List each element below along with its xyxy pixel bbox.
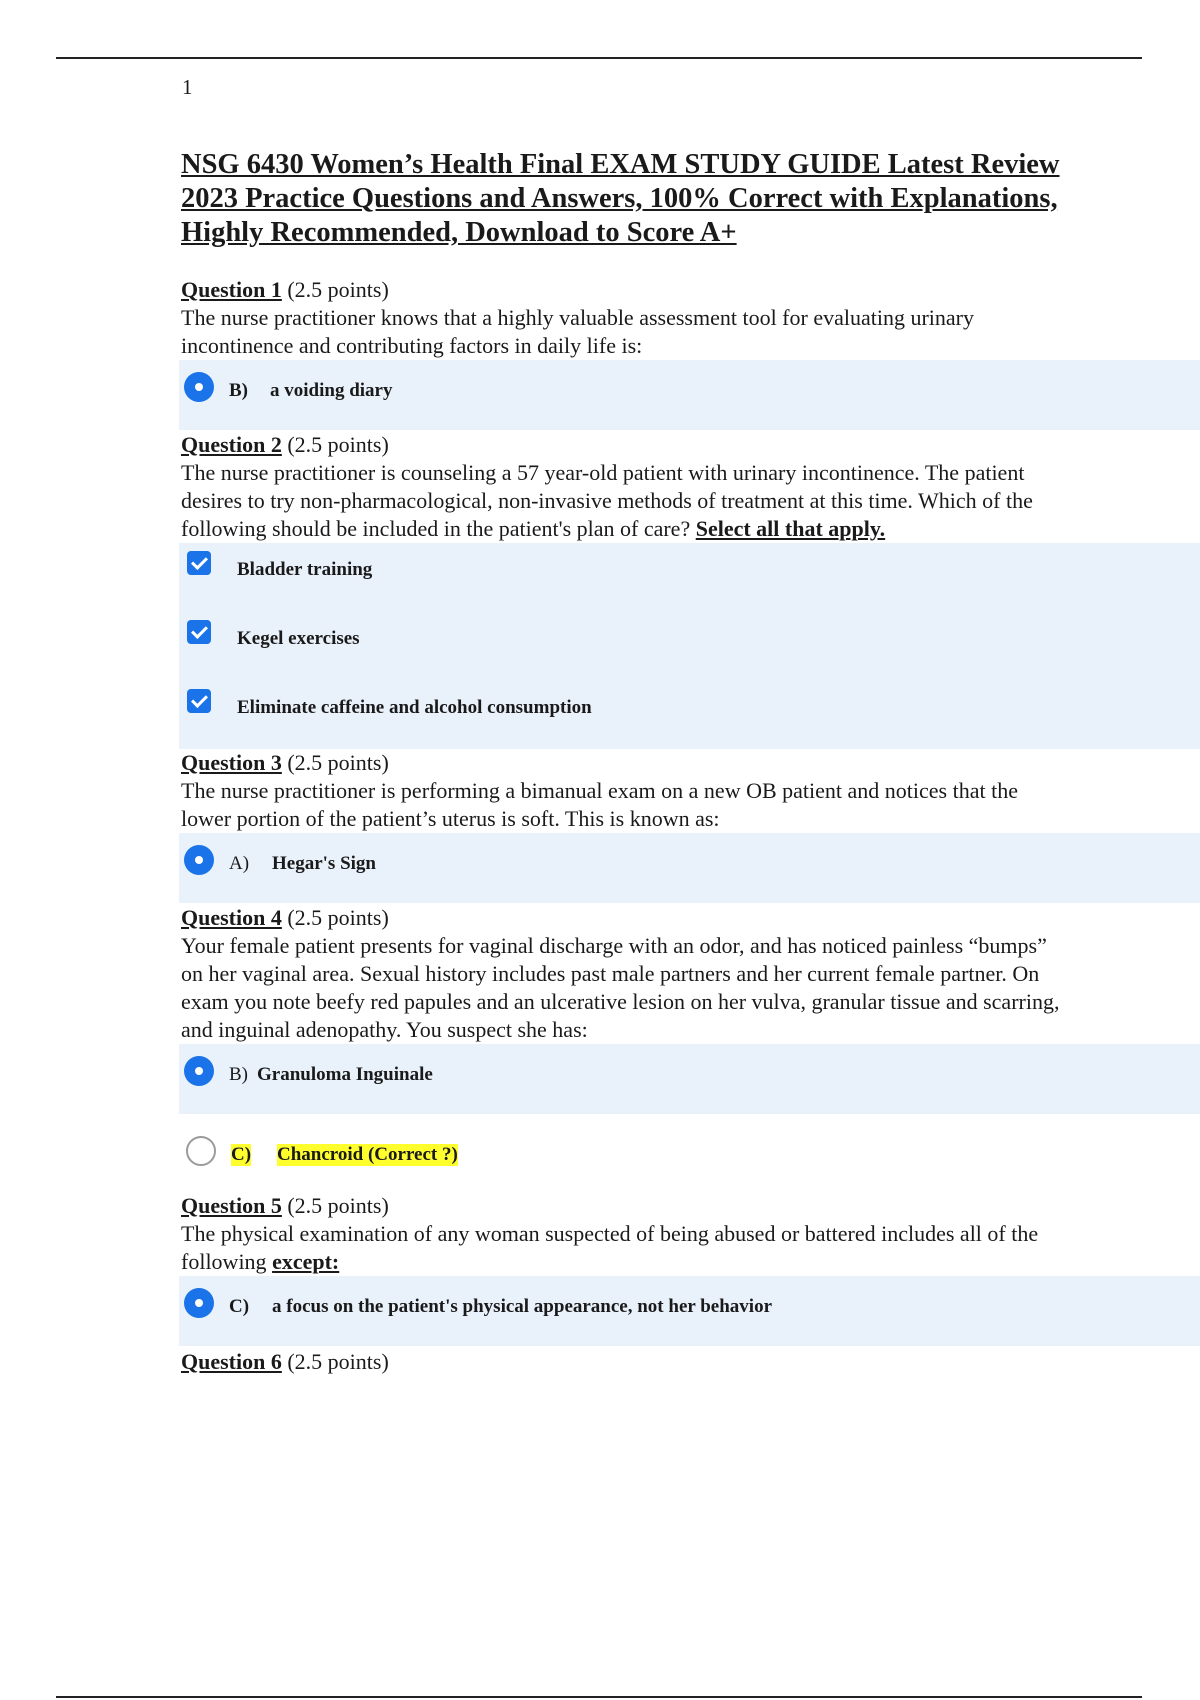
answer-box bbox=[179, 360, 1200, 430]
question-points: (2.5 points) bbox=[287, 1349, 389, 1374]
question-points: (2.5 points) bbox=[287, 432, 389, 457]
question-header bbox=[181, 431, 1200, 459]
option-letter: A) bbox=[229, 853, 250, 874]
selected-answer[interactable] bbox=[179, 833, 1200, 903]
document-body bbox=[181, 148, 1200, 1376]
option-text: a focus on the patient's physical appearance, not her behavior bbox=[272, 1296, 773, 1317]
question-header bbox=[181, 749, 1200, 777]
question-label: Question 4 bbox=[181, 905, 282, 930]
question-label: Question 6 bbox=[181, 1349, 282, 1374]
option-text: Bladder training bbox=[237, 559, 373, 580]
radio-unselected-icon[interactable] bbox=[186, 1136, 216, 1166]
option-text: Hegar's Sign bbox=[272, 853, 376, 874]
option-text: a voiding diary bbox=[270, 380, 393, 401]
bottom-rule bbox=[56, 1696, 1142, 1698]
question-label: Question 1 bbox=[181, 277, 282, 302]
top-rule bbox=[56, 57, 1142, 59]
question-2 bbox=[181, 431, 1200, 749]
checkbox-checked-icon[interactable] bbox=[187, 551, 211, 575]
question-5 bbox=[181, 1192, 1200, 1346]
answer-box bbox=[179, 1276, 1200, 1346]
document-title: NSG 6430 Women’s Health Final EXAM STUDY GUIDE Latest Review 2023 Practice Questions and Answers, 100% Correct with Explanations, Highly Recommended, Download to Score A+ bbox=[181, 149, 1060, 248]
question-points: (2.5 points) bbox=[287, 277, 389, 302]
selected-answer[interactable] bbox=[179, 1276, 1200, 1346]
question-label: Question 3 bbox=[181, 750, 282, 775]
radio-selected-icon[interactable] bbox=[184, 372, 214, 402]
option-text: Eliminate caffeine and alcohol consumption bbox=[237, 697, 592, 718]
checkbox-checked-icon[interactable] bbox=[187, 689, 211, 713]
checked-option[interactable] bbox=[179, 543, 1200, 612]
checkbox-checked-icon[interactable] bbox=[187, 620, 211, 644]
question-text: The nurse practitioner knows that a highly valuable assessment tool for evaluating urinary incontinence and contributing factors in daily life is: bbox=[181, 305, 974, 358]
radio-selected-icon[interactable] bbox=[184, 1288, 214, 1318]
answer-box bbox=[179, 833, 1200, 903]
question-1 bbox=[181, 276, 1200, 430]
checked-option[interactable] bbox=[179, 612, 1200, 681]
radio-selected-icon[interactable] bbox=[184, 845, 214, 875]
option-letter: C) bbox=[231, 1144, 252, 1165]
question-text: Your female patient presents for vaginal discharge with an odor, and has noticed painless “bumps” on her vaginal area. Sexual history includes past male partners and her current female partner. On exam you note beefy red papules and an ulcerative lesion on her vulva, granular tissue and scarring, and inguinal adenopathy. You suspect she has: bbox=[181, 933, 1060, 1042]
question-4 bbox=[181, 904, 1200, 1192]
question-header bbox=[181, 1348, 1200, 1376]
option-letter: B) bbox=[229, 1064, 248, 1085]
option-text-highlighted: Chancroid (Correct ?) bbox=[277, 1144, 458, 1165]
checked-option[interactable] bbox=[179, 681, 1200, 750]
question-header bbox=[181, 1192, 1200, 1220]
question-text bbox=[181, 459, 1061, 543]
question-emphasis: except: bbox=[272, 1249, 340, 1274]
question-points: (2.5 points) bbox=[287, 750, 389, 775]
question-label: Question 2 bbox=[181, 432, 282, 457]
question-text-body: The nurse practitioner is counseling a 57 year-old patient with urinary incontinence. The patient desires to try non-pharmacological, non-invasive methods of treatment at this time. Which of the following should be included in the patient's plan of care? bbox=[181, 460, 1033, 541]
option-letter: C) bbox=[229, 1296, 250, 1317]
question-header bbox=[181, 904, 1200, 932]
question-label: Question 5 bbox=[181, 1193, 282, 1218]
question-6 bbox=[181, 1348, 1200, 1376]
page-number: 1 bbox=[182, 75, 193, 99]
question-text bbox=[181, 1220, 1061, 1276]
question-header bbox=[181, 276, 1200, 304]
question-text: The nurse practitioner is performing a bimanual exam on a new OB patient and notices that the lower portion of the patient’s uterus is soft. This is known as: bbox=[181, 778, 1018, 831]
selected-answer[interactable] bbox=[179, 360, 1200, 430]
question-points: (2.5 points) bbox=[287, 1193, 389, 1218]
question-emphasis: Select all that apply. bbox=[695, 516, 886, 541]
option-text: Granuloma Inguinale bbox=[257, 1064, 433, 1085]
question-3 bbox=[181, 749, 1200, 903]
option-text: Kegel exercises bbox=[237, 628, 360, 649]
answer-box bbox=[179, 1044, 1200, 1114]
question-text-body: The physical examination of any woman suspected of being abused or battered includes all of the following bbox=[181, 1221, 1039, 1274]
unselected-answer[interactable] bbox=[181, 1114, 1200, 1192]
option-letter: B) bbox=[229, 380, 248, 401]
selected-answer[interactable] bbox=[179, 1044, 1200, 1114]
question-points: (2.5 points) bbox=[287, 905, 389, 930]
radio-selected-icon[interactable] bbox=[184, 1056, 214, 1086]
answer-box bbox=[179, 543, 1200, 749]
